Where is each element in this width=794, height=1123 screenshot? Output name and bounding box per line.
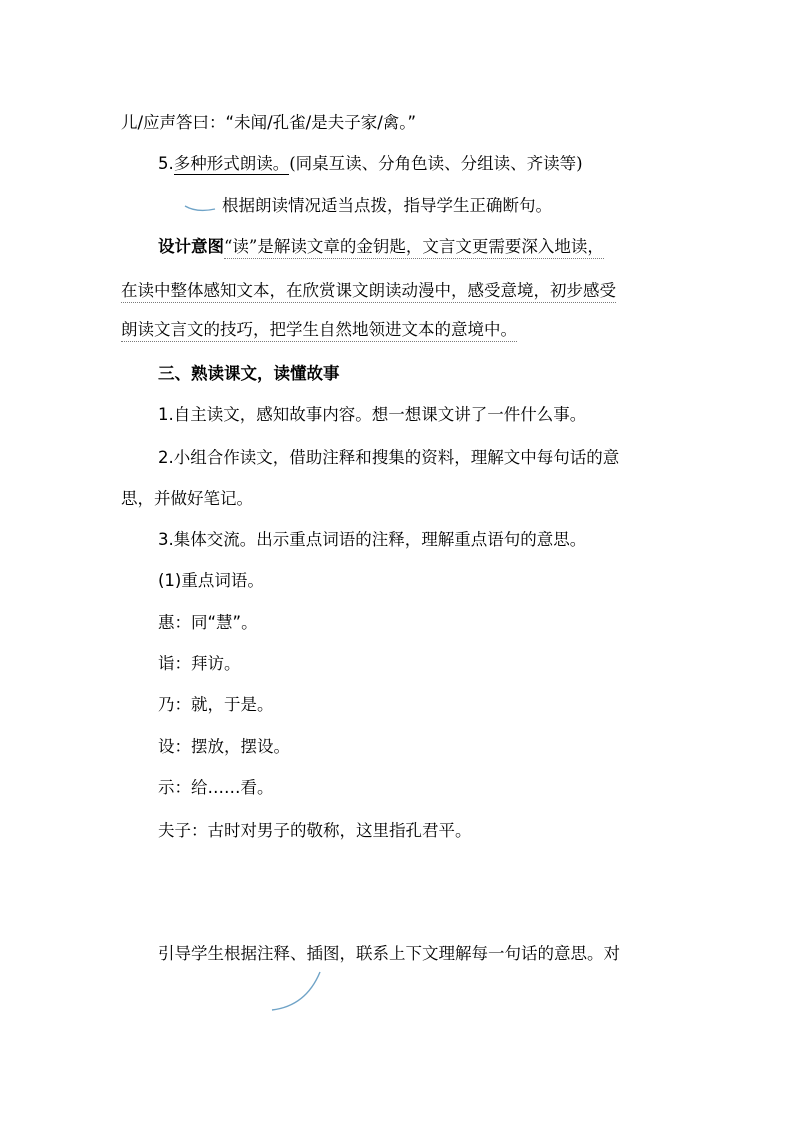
word-note-2: 诣：拜访。: [158, 654, 241, 673]
section-heading: 三、熟读课文，读懂故事: [158, 364, 340, 383]
design-intent-line-3: [121, 318, 517, 342]
step-note: (同桌互读、分角色读、分组读、齐读等): [289, 154, 583, 173]
word-note-5: 示：给……看。: [158, 778, 274, 797]
list-item-2a: 2.小组合作读文，借助注释和搜集的资料，理解文中每句话的意: [158, 448, 620, 467]
word-note-4: 设：摆放，摆设。: [158, 737, 290, 756]
design-intent-text-1: “读”是解读文章的金钥匙，文言文更需要深入地读，: [224, 237, 604, 259]
curved-arrow-decoration-icon: [268, 966, 328, 1014]
word-note-3: 乃：就，于是。: [158, 695, 274, 714]
list-item-2b: 思，并做好笔记。: [121, 489, 253, 508]
word-note-6: 夫子：古时对男子的敬称，这里指孔君平。: [158, 821, 472, 840]
design-intent-text-2: 在读中整体感知文本，在欣赏课文朗读动漫中，感受意境，初步感受: [121, 281, 616, 303]
design-intent-line-1: [158, 235, 604, 259]
step-title: 多种形式朗读。: [173, 154, 290, 173]
step-number: 5.: [158, 154, 174, 173]
final-line: 引导学生根据注释、插图，联系上下文理解每一句话的意思。对: [158, 944, 620, 963]
word-note-1: 惠：同“慧”。: [158, 613, 258, 632]
sub-heading: (1)重点词语。: [158, 571, 264, 590]
step-5-line: [158, 152, 583, 176]
design-intent-line-2: [121, 279, 616, 303]
design-intent-label: 设计意图: [158, 237, 224, 256]
list-item-1: 1.自主读文，感知故事内容。想一想课文讲了一件什么事。: [158, 405, 587, 424]
list-item-3: 3.集体交流。出示重点词语的注释，理解重点语句的意思。: [158, 530, 587, 549]
design-intent-text-3: 朗读文言文的技巧，把学生自然地领进文本的意境中。: [121, 320, 517, 342]
text-line-3: 根据朗读情况适当点拨，指导学生正确断句。: [222, 196, 552, 215]
text-line-1: 儿/应声答曰：“未闻/孔雀/是夫子家/禽。”: [121, 113, 417, 132]
arrow-decoration-icon: [183, 200, 219, 216]
